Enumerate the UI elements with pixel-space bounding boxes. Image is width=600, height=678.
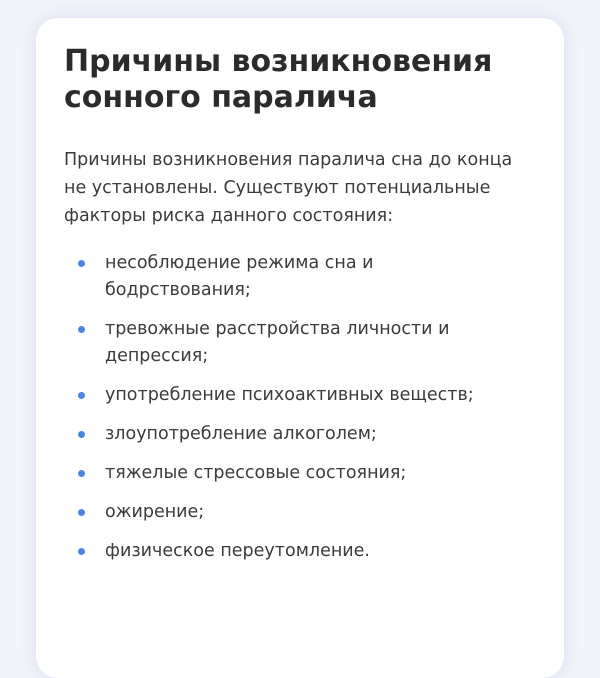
list-item <box>64 460 505 487</box>
bullet-dot-icon <box>78 548 85 555</box>
list-item-text: употребление психоактивных веществ; <box>105 385 474 405</box>
article-card <box>36 18 564 678</box>
list-item <box>64 421 505 448</box>
bullet-dot-icon <box>78 470 85 477</box>
list-item-text: тяжелые стрессовые состояния; <box>105 463 407 483</box>
list-item-text: злоупотребление алкоголем; <box>105 424 377 444</box>
bullet-dot-icon <box>78 509 85 516</box>
list-item <box>64 316 505 370</box>
bullet-dot-icon <box>78 431 85 438</box>
list-item <box>64 250 505 304</box>
list-item-text: физическое переутомление. <box>105 541 370 561</box>
list-item-text: несоблюдение режима сна и бодрствования; <box>105 253 374 300</box>
bullet-dot-icon <box>78 260 85 267</box>
bullet-dot-icon <box>78 326 85 333</box>
risk-factor-list <box>64 250 536 565</box>
bullet-dot-icon <box>78 392 85 399</box>
list-item-text: ожирение; <box>105 502 205 522</box>
list-item <box>64 382 505 409</box>
article-intro: Причины возникновения паралича сна до конца не установлены. Существуют потенциальные факторы риска данного состояния: <box>64 150 513 226</box>
list-item <box>64 499 505 526</box>
list-item-text: тревожные расстройства личности и депрессия; <box>105 319 450 366</box>
article-title: Причины возникновения сонного паралича <box>64 44 493 115</box>
list-item <box>64 538 505 565</box>
